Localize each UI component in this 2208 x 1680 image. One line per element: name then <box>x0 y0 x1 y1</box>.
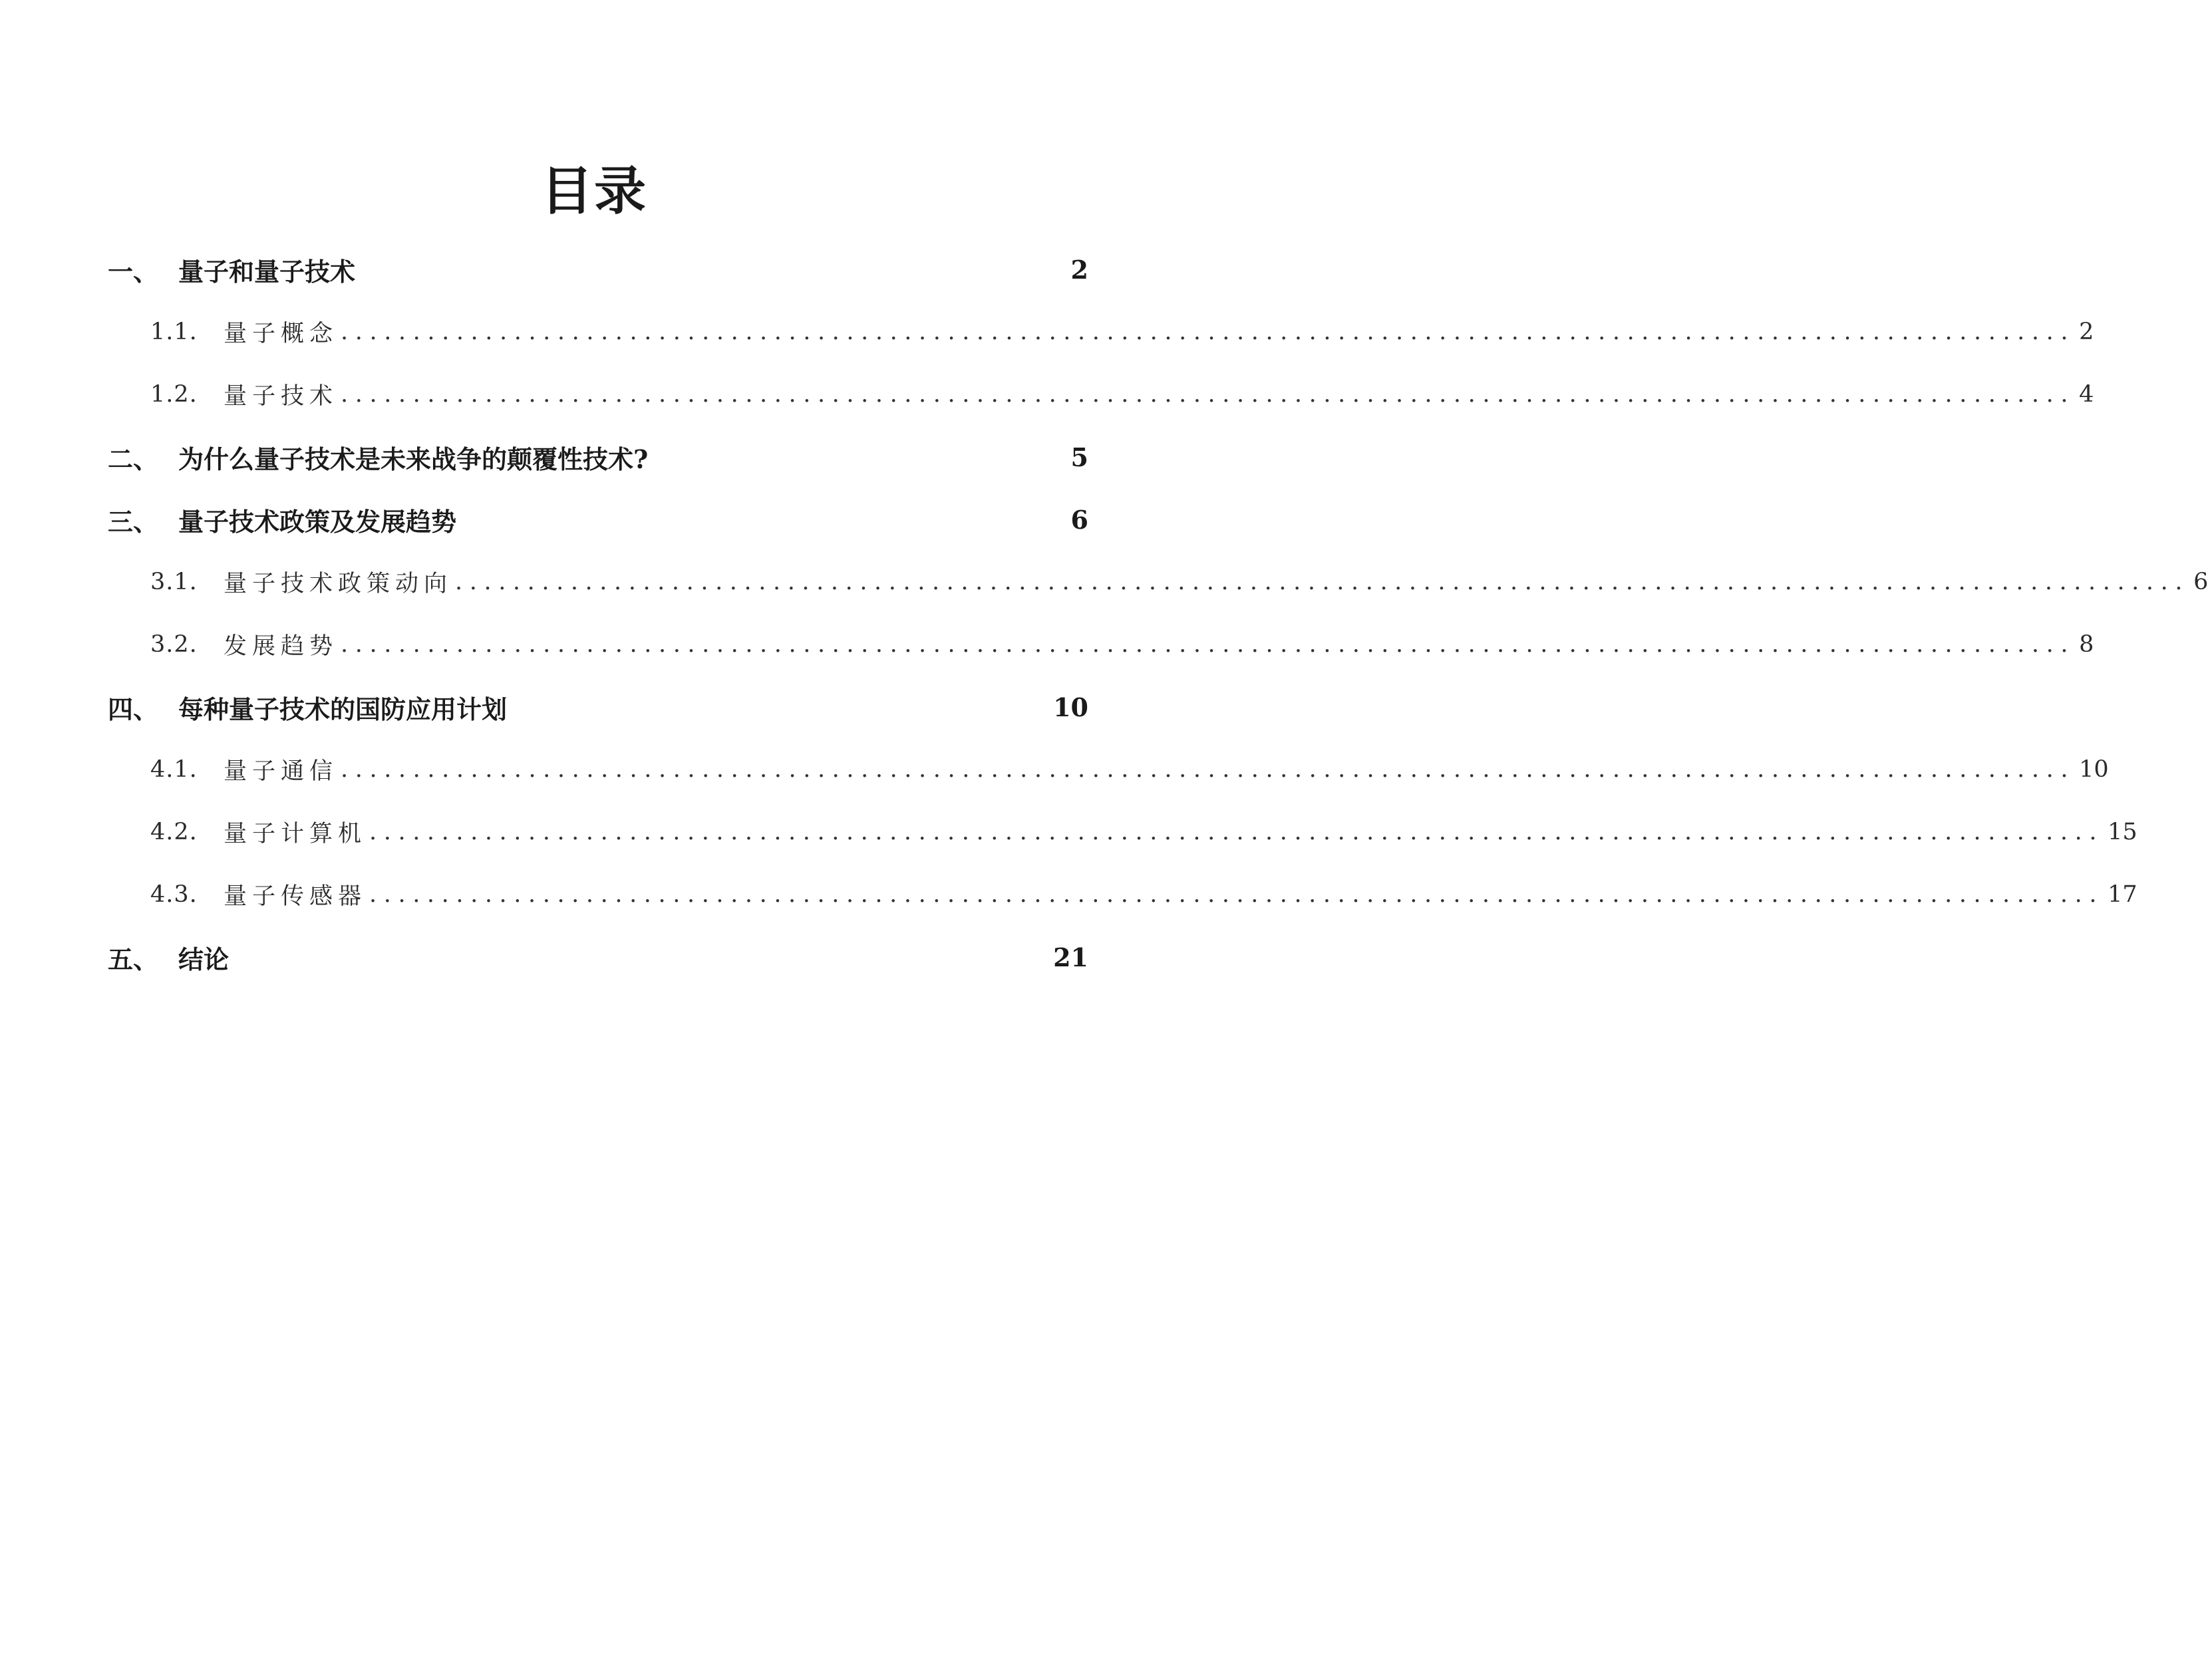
toc-entry-page: 4 <box>2079 381 2094 408</box>
toc-entry-label: 发展趋势 <box>224 633 339 660</box>
page-title: 目录 <box>540 161 647 221</box>
toc-entry-label: 量子通信 <box>224 758 339 785</box>
toc-entry-label: 量子技术政策动向 <box>224 571 453 597</box>
toc-entry-page: 21 <box>1053 942 1088 972</box>
toc-entry-label: 量子和量子技术 <box>178 256 356 287</box>
toc-entry-chapter-5[interactable] <box>108 926 1088 988</box>
toc-entry-chapter-3[interactable] <box>108 488 1088 551</box>
toc-entry-chapter-1[interactable] <box>108 238 1088 301</box>
toc-entry-label: 量子传感器 <box>224 883 367 910</box>
dot-leader: ........................................................................................................................ <box>341 319 2076 345</box>
toc-entry-chapter-2[interactable] <box>108 426 1088 488</box>
toc-entry-section-4-2[interactable] <box>108 801 2137 863</box>
dot-leader: ........................................................................................................................ <box>369 881 2104 908</box>
toc-entry-chapter-4[interactable] <box>108 676 1088 738</box>
toc-entry-number: 一、 <box>108 256 159 287</box>
dot-leader: ........................................................................................................................ <box>341 756 2076 783</box>
toc-entry-label: 结论 <box>178 944 230 974</box>
toc-entry-number: 四、 <box>108 694 159 724</box>
toc-entry-section-3-2[interactable] <box>108 613 2094 676</box>
toc-entry-number: 3.1. <box>150 569 198 595</box>
toc-entry-section-1-2[interactable] <box>108 363 2094 426</box>
toc-entry-section-4-1[interactable] <box>108 738 2109 801</box>
toc-entry-page: 5 <box>1070 442 1088 472</box>
toc-entry-label: 量子概念 <box>224 321 339 347</box>
toc-entry-number: 1.1. <box>150 319 198 345</box>
dot-leader: ........................................................................................................................ <box>341 381 2076 408</box>
toc-entry-page: 15 <box>2108 819 2137 845</box>
toc-entry-label: 每种量子技术的国防应用计划 <box>178 694 508 724</box>
table-of-contents <box>108 238 2208 988</box>
toc-entry-page: 6 <box>2193 569 2208 595</box>
toc-entry-label: 量子技术 <box>224 383 339 410</box>
toc-entry-number: 五、 <box>108 944 159 974</box>
toc-entry-page: 17 <box>2108 881 2137 908</box>
toc-entry-number: 1.2. <box>150 381 198 408</box>
toc-entry-label: 为什么量子技术是未来战争的颠覆性技术? <box>178 444 649 474</box>
toc-entry-number: 4.1. <box>150 756 198 783</box>
toc-entry-page: 6 <box>1070 504 1088 535</box>
toc-entry-number: 4.2. <box>150 819 198 845</box>
toc-entry-number: 二、 <box>108 444 159 474</box>
toc-entry-number: 4.3. <box>150 881 198 908</box>
dot-leader: ........................................................................................................................ <box>341 631 2076 658</box>
toc-entry-section-1-1[interactable] <box>108 301 2094 363</box>
toc-entry-label: 量子计算机 <box>224 821 367 847</box>
toc-entry-page: 8 <box>2079 631 2094 658</box>
dot-leader: ........................................................................................................................ <box>455 569 2190 595</box>
dot-leader: ........................................................................................................................ <box>369 819 2104 845</box>
toc-entry-number: 三、 <box>108 506 159 537</box>
toc-entry-page: 10 <box>1053 692 1088 722</box>
toc-entry-section-4-3[interactable] <box>108 863 2137 926</box>
toc-entry-page: 2 <box>2079 319 2094 345</box>
toc-entry-page: 2 <box>1070 254 1088 285</box>
toc-entry-section-3-1[interactable] <box>108 551 2208 613</box>
toc-entry-number: 3.2. <box>150 631 198 658</box>
toc-entry-label: 量子技术政策及发展趋势 <box>178 506 457 537</box>
toc-entry-page: 10 <box>2079 756 2109 783</box>
